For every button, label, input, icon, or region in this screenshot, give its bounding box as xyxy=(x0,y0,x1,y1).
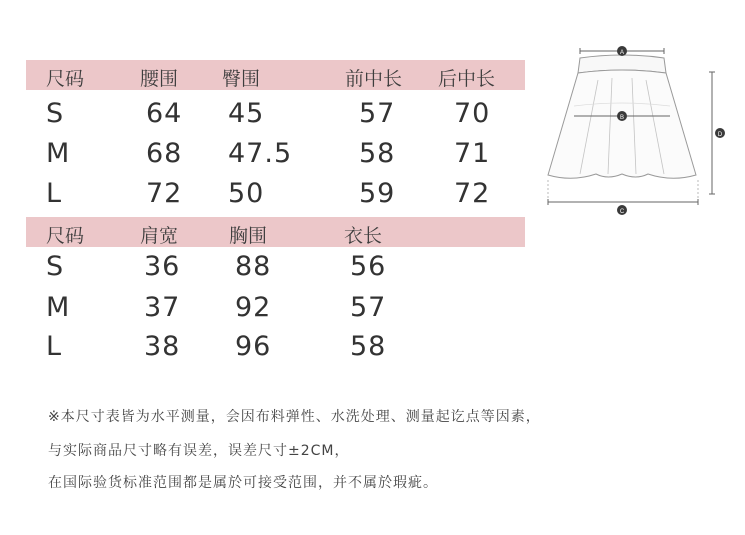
cell-chest: 88 xyxy=(235,251,272,282)
cell-size: M xyxy=(46,138,71,169)
header-front-length: 前中长 xyxy=(345,68,403,90)
header-back-length: 后中长 xyxy=(438,68,496,90)
cell-shoulder: 37 xyxy=(144,292,181,323)
cell-front-length: 59 xyxy=(359,178,396,209)
cell-length: 56 xyxy=(350,251,387,282)
cell-front-length: 57 xyxy=(359,98,396,129)
measure-label-c: C xyxy=(619,209,625,215)
table-row xyxy=(26,176,525,216)
top-table-header xyxy=(26,217,525,247)
cell-length: 57 xyxy=(350,292,387,323)
header-waist: 腰围 xyxy=(140,68,179,90)
header-size: 尺码 xyxy=(46,68,85,90)
table-row xyxy=(26,329,525,369)
cell-chest: 92 xyxy=(235,292,272,323)
note-line: 在国际验货标准范围都是属於可接受范围，并不属於瑕疵。 xyxy=(48,475,438,491)
measure-label-b: B xyxy=(619,115,625,121)
measure-label-d: D xyxy=(717,132,723,138)
cell-size: L xyxy=(46,178,63,209)
cell-shoulder: 36 xyxy=(144,251,181,282)
cell-size: S xyxy=(46,98,65,129)
cell-hip: 50 xyxy=(228,178,265,209)
table-row xyxy=(26,96,525,136)
cell-hip: 47.5 xyxy=(228,138,293,169)
header-shoulder: 肩宽 xyxy=(140,225,179,247)
measure-label-a: A xyxy=(619,50,625,56)
cell-length: 58 xyxy=(350,331,387,362)
skirt-table-header xyxy=(26,60,525,90)
cell-shoulder: 38 xyxy=(144,331,181,362)
note-line: ※本尺寸表皆为水平测量，会因布料弹性、水洗处理、测量起讫点等因素， xyxy=(48,409,541,425)
cell-waist: 68 xyxy=(146,138,183,169)
cell-back-length: 70 xyxy=(454,98,491,129)
cell-size: M xyxy=(46,292,71,323)
cell-back-length: 71 xyxy=(454,138,491,169)
table-row xyxy=(26,136,525,176)
skirt-outline-icon xyxy=(540,40,730,220)
cell-waist: 64 xyxy=(146,98,183,129)
table-row xyxy=(26,249,525,289)
skirt-measurement-diagram xyxy=(540,40,730,224)
header-hip: 臀围 xyxy=(222,68,261,90)
table-row xyxy=(26,290,525,330)
header-size: 尺码 xyxy=(46,225,85,247)
cell-back-length: 72 xyxy=(454,178,491,209)
note-line: 与实际商品尺寸略有误差，误差尺寸±2CM， xyxy=(48,443,350,459)
cell-size: S xyxy=(46,251,65,282)
cell-hip: 45 xyxy=(228,98,265,129)
header-chest: 胸围 xyxy=(229,225,268,247)
cell-size: L xyxy=(46,331,63,362)
cell-waist: 72 xyxy=(146,178,183,209)
cell-chest: 96 xyxy=(235,331,272,362)
header-length: 衣长 xyxy=(344,225,383,247)
cell-front-length: 58 xyxy=(359,138,396,169)
